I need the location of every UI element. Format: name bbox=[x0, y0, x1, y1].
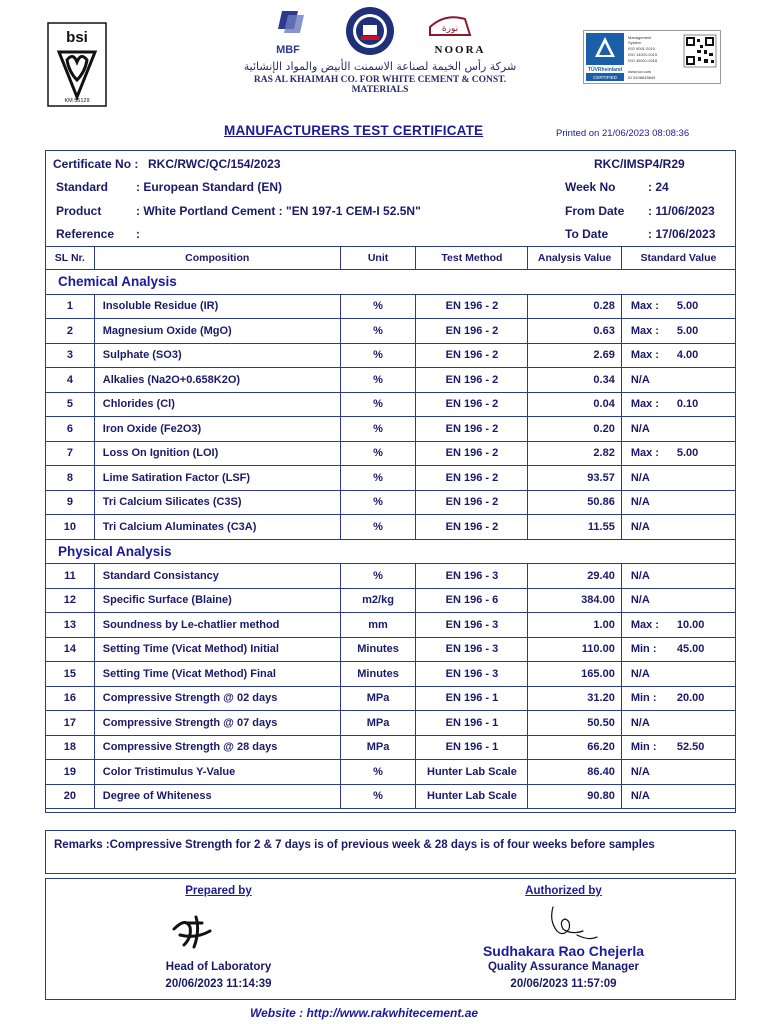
sl-cell: 6 bbox=[46, 417, 95, 442]
standard-limit-label: Max : bbox=[630, 349, 659, 362]
standard-limit-value: 4.00 bbox=[676, 349, 699, 362]
unit-cell: % bbox=[340, 490, 416, 515]
to-date-value: : 17/06/2023 bbox=[648, 227, 716, 241]
tuv-certified: CERTIFIED bbox=[593, 75, 617, 80]
section-row-chemical bbox=[46, 270, 736, 295]
noora-ar: نورة bbox=[441, 24, 459, 34]
unit-cell: % bbox=[340, 294, 416, 319]
page-title: MANUFACTURERS TEST CERTIFICATE bbox=[224, 123, 484, 138]
analysis-value-cell: 66.20 bbox=[528, 735, 621, 760]
tuv-line-2: System bbox=[628, 40, 642, 45]
cert-no-label: Certificate No : bbox=[53, 157, 139, 171]
test-method-cell: EN 196 - 2 bbox=[416, 368, 528, 393]
table-row bbox=[46, 784, 736, 809]
table-header-row bbox=[46, 247, 736, 270]
test-method-cell: EN 196 - 1 bbox=[416, 711, 528, 736]
sl-cell: 19 bbox=[46, 760, 95, 785]
test-method-cell: EN 196 - 2 bbox=[416, 417, 528, 442]
standard-limit-value: 52.50 bbox=[676, 741, 705, 754]
standard-value-cell bbox=[621, 735, 735, 760]
col-standard-value: Standard Value bbox=[621, 247, 735, 270]
standard-limit-label: N/A bbox=[630, 569, 650, 582]
table-row bbox=[46, 686, 736, 711]
sl-cell: 2 bbox=[46, 319, 95, 344]
standard-limit-label: N/A bbox=[630, 422, 650, 435]
test-method-cell: EN 196 - 1 bbox=[416, 735, 528, 760]
composition-cell: Degree of Whiteness bbox=[94, 784, 340, 809]
test-method-cell: Hunter Lab Scale bbox=[416, 760, 528, 785]
standard-value-cell bbox=[621, 711, 735, 736]
mbf-text: MBF bbox=[276, 44, 300, 56]
standard-limit-label: Max : bbox=[630, 447, 659, 460]
standard-limit-value: 20.00 bbox=[676, 692, 705, 705]
standard-value-cell bbox=[621, 392, 735, 417]
table-row bbox=[46, 735, 736, 760]
analysis-table bbox=[45, 246, 736, 809]
table-row bbox=[46, 637, 736, 662]
composition-cell: Tri Calcium Silicates (C3S) bbox=[94, 490, 340, 515]
analysis-value-cell: 165.00 bbox=[528, 662, 621, 687]
composition-cell: Chlorides (Cl) bbox=[94, 392, 340, 417]
table-row bbox=[46, 319, 736, 344]
authorized-by-block bbox=[391, 879, 736, 999]
test-method-cell: EN 196 - 3 bbox=[416, 662, 528, 687]
sl-cell: 4 bbox=[46, 368, 95, 393]
standard-value-cell bbox=[621, 613, 735, 638]
table-row bbox=[46, 368, 736, 393]
prepared-signature bbox=[166, 909, 216, 954]
composition-cell: Specific Surface (Blaine) bbox=[94, 588, 340, 613]
analysis-value-cell: 31.20 bbox=[528, 686, 621, 711]
analysis-value-cell: 0.28 bbox=[528, 294, 621, 319]
test-method-cell: EN 196 - 2 bbox=[416, 441, 528, 466]
test-method-cell: Hunter Lab Scale bbox=[416, 784, 528, 809]
standard-value: : European Standard (EN) bbox=[136, 180, 283, 194]
test-method-cell: EN 196 - 3 bbox=[416, 637, 528, 662]
tuv-line-4: ISO 14001:2015 bbox=[628, 52, 658, 57]
standard-label: Standard bbox=[56, 180, 109, 194]
table-row bbox=[46, 613, 736, 638]
standard-limit-label: N/A bbox=[630, 790, 650, 803]
standard-limit-label: Min : bbox=[630, 692, 657, 705]
signature-box bbox=[45, 878, 736, 1000]
analysis-value-cell: 93.57 bbox=[528, 466, 621, 491]
col-analysis-value: Analysis Value bbox=[528, 247, 621, 270]
composition-cell: Soundness by Le-chatlier method bbox=[94, 613, 340, 638]
unit-cell: MPa bbox=[340, 711, 416, 736]
unit-cell: % bbox=[340, 784, 416, 809]
table-row bbox=[46, 343, 736, 368]
composition-cell: Compressive Strength @ 28 days bbox=[94, 735, 340, 760]
sl-cell: 16 bbox=[46, 686, 95, 711]
sl-cell: 18 bbox=[46, 735, 95, 760]
test-method-cell: EN 196 - 1 bbox=[416, 686, 528, 711]
col-composition: Composition bbox=[94, 247, 340, 270]
table-row bbox=[46, 515, 736, 540]
standard-value-cell bbox=[621, 564, 735, 589]
prepared-datetime: 20/06/2023 11:14:39 bbox=[165, 978, 272, 990]
to-date-label: To Date bbox=[565, 227, 609, 241]
table-row bbox=[46, 588, 736, 613]
authorized-signature bbox=[541, 901, 601, 943]
prepared-title: Head of Laboratory bbox=[165, 961, 272, 973]
unit-cell: m2/kg bbox=[340, 588, 416, 613]
sl-cell: 7 bbox=[46, 441, 95, 466]
tuv-url: www.tuv.com bbox=[628, 69, 652, 74]
ref-code: RKC/IMSP4/R29 bbox=[594, 157, 685, 171]
col-unit: Unit bbox=[340, 247, 416, 270]
cert-no-value: RKC/RWC/QC/154/2023 bbox=[148, 157, 281, 171]
from-date-value: : 11/06/2023 bbox=[648, 204, 715, 218]
section-title-physical: Physical Analysis bbox=[46, 539, 736, 564]
table-row bbox=[46, 490, 736, 515]
sl-cell: 1 bbox=[46, 294, 95, 319]
standard-limit-label: N/A bbox=[630, 373, 650, 386]
composition-cell: Insoluble Residue (IR) bbox=[94, 294, 340, 319]
standard-value-cell bbox=[621, 588, 735, 613]
standard-limit-label: Max : bbox=[630, 300, 659, 313]
section-row-physical bbox=[46, 539, 736, 564]
analysis-value-cell: 29.40 bbox=[528, 564, 621, 589]
standard-limit-value: 10.00 bbox=[676, 618, 705, 631]
analysis-value-cell: 0.34 bbox=[528, 368, 621, 393]
product-value: : White Portland Cement : "EN 197-1 CEM-I 52.5N" bbox=[136, 204, 421, 218]
standard-limit-label: N/A bbox=[630, 765, 650, 778]
sl-cell: 9 bbox=[46, 490, 95, 515]
standard-limit-label: Max : bbox=[630, 324, 659, 337]
unit-cell: % bbox=[340, 515, 416, 540]
sl-cell: 12 bbox=[46, 588, 95, 613]
analysis-value-cell: 50.50 bbox=[528, 711, 621, 736]
standard-limit-label: N/A bbox=[630, 594, 650, 607]
company-name-en: RAS AL KHAIMAH CO. FOR WHITE CEMENT & CONST. MATERIALS bbox=[253, 75, 507, 95]
from-date-label: From Date bbox=[565, 204, 625, 218]
standard-value-cell bbox=[621, 662, 735, 687]
unit-cell: MPa bbox=[340, 686, 416, 711]
unit-cell: MPa bbox=[340, 735, 416, 760]
analysis-value-cell: 2.69 bbox=[528, 343, 621, 368]
unit-cell: % bbox=[340, 441, 416, 466]
sl-cell: 5 bbox=[46, 392, 95, 417]
analysis-value-cell: 0.20 bbox=[528, 417, 621, 442]
table-row bbox=[46, 760, 736, 785]
unit-cell: % bbox=[340, 392, 416, 417]
tuv-line-5: ISO 45001:2018 bbox=[628, 58, 658, 63]
standard-limit-label: N/A bbox=[630, 496, 650, 509]
test-method-cell: EN 196 - 6 bbox=[416, 588, 528, 613]
bsi-cert: KM 55129 bbox=[64, 98, 90, 104]
standard-limit-label: Min : bbox=[630, 741, 657, 754]
col-sl: SL Nr. bbox=[46, 247, 95, 270]
composition-cell: Magnesium Oxide (MgO) bbox=[94, 319, 340, 344]
standard-limit-label: Max : bbox=[630, 398, 659, 411]
tuv-line-3: ISO 9001:2015 bbox=[628, 46, 655, 51]
tuv-id: ID 9108645849 bbox=[628, 75, 656, 80]
reference-label: Reference bbox=[56, 227, 115, 241]
standard-value-cell bbox=[621, 466, 735, 491]
sl-cell: 11 bbox=[46, 564, 95, 589]
standard-value-cell bbox=[621, 441, 735, 466]
tuv-line-1: Management bbox=[628, 35, 652, 40]
tuv-text: TÜVRheinland bbox=[587, 67, 623, 73]
table-body bbox=[46, 270, 736, 809]
analysis-value-cell: 11.55 bbox=[528, 515, 621, 540]
noora-text: NOORA bbox=[434, 44, 486, 56]
composition-cell: Lime Satiration Factor (LSF) bbox=[94, 466, 340, 491]
composition-cell: Loss On Ignition (LOI) bbox=[94, 441, 340, 466]
analysis-value-cell: 90.80 bbox=[528, 784, 621, 809]
prepared-by-label: Prepared by bbox=[185, 885, 252, 897]
unit-cell: % bbox=[340, 343, 416, 368]
analysis-value-cell: 110.00 bbox=[528, 637, 621, 662]
authorized-by-label: Authorized by bbox=[525, 885, 602, 897]
website-link[interactable]: Website : http://www.rakwhitecement.ae bbox=[250, 1006, 479, 1020]
table-row bbox=[46, 466, 736, 491]
standard-limit-value: 45.00 bbox=[676, 643, 705, 656]
test-method-cell: EN 196 - 2 bbox=[416, 490, 528, 515]
unit-cell: % bbox=[340, 564, 416, 589]
standard-value-cell bbox=[621, 637, 735, 662]
company-name-ar: شركة رأس الخيمة لصناعة الاسمنت الأبيض والمواد الإنشائية bbox=[243, 60, 517, 73]
analysis-value-cell: 2.82 bbox=[528, 441, 621, 466]
composition-cell: Compressive Strength @ 02 days bbox=[94, 686, 340, 711]
week-label: Week No bbox=[565, 180, 616, 194]
standard-value-cell bbox=[621, 417, 735, 442]
test-method-cell: EN 196 - 2 bbox=[416, 319, 528, 344]
authorized-title: Quality Assurance Manager bbox=[487, 961, 640, 973]
composition-cell: Color Tristimulus Y-Value bbox=[94, 760, 340, 785]
standard-limit-value: 0.10 bbox=[676, 398, 699, 411]
unit-cell: % bbox=[340, 368, 416, 393]
test-method-cell: EN 196 - 2 bbox=[416, 392, 528, 417]
analysis-value-cell: 50.86 bbox=[528, 490, 621, 515]
standard-limit-label: N/A bbox=[630, 716, 650, 729]
table-row bbox=[46, 441, 736, 466]
table-row bbox=[46, 662, 736, 687]
standard-limit-label: Min : bbox=[630, 643, 657, 656]
standard-limit-label: N/A bbox=[630, 667, 650, 680]
unit-cell: mm bbox=[340, 613, 416, 638]
composition-cell: Sulphate (SO3) bbox=[94, 343, 340, 368]
analysis-value-cell: 1.00 bbox=[528, 613, 621, 638]
sl-cell: 17 bbox=[46, 711, 95, 736]
test-method-cell: EN 196 - 2 bbox=[416, 294, 528, 319]
standard-value-cell bbox=[621, 760, 735, 785]
sl-cell: 20 bbox=[46, 784, 95, 809]
test-method-cell: EN 196 - 3 bbox=[416, 613, 528, 638]
composition-cell: Compressive Strength @ 07 days bbox=[94, 711, 340, 736]
standard-value-cell bbox=[621, 490, 735, 515]
sl-cell: 13 bbox=[46, 613, 95, 638]
standard-limit-label: Max : bbox=[630, 618, 659, 631]
section-title-chemical: Chemical Analysis bbox=[46, 270, 736, 295]
standard-value-cell bbox=[621, 686, 735, 711]
bsi-text: bsi bbox=[66, 29, 88, 46]
test-method-cell: EN 196 - 3 bbox=[416, 564, 528, 589]
unit-cell: % bbox=[340, 466, 416, 491]
sl-cell: 8 bbox=[46, 466, 95, 491]
sl-cell: 15 bbox=[46, 662, 95, 687]
printed-timestamp: Printed on 21/06/2023 08:08:36 bbox=[556, 128, 690, 139]
unit-cell: % bbox=[340, 319, 416, 344]
standard-limit-value: 5.00 bbox=[676, 447, 699, 460]
sl-cell: 14 bbox=[46, 637, 95, 662]
analysis-value-cell: 0.63 bbox=[528, 319, 621, 344]
unit-cell: Minutes bbox=[340, 637, 416, 662]
analysis-value-cell: 384.00 bbox=[528, 588, 621, 613]
standard-value-cell bbox=[621, 343, 735, 368]
unit-cell: % bbox=[340, 417, 416, 442]
composition-cell: Iron Oxide (Fe2O3) bbox=[94, 417, 340, 442]
prepared-by-block bbox=[46, 879, 391, 999]
analysis-value-cell: 86.40 bbox=[528, 760, 621, 785]
certificate-header bbox=[0, 0, 768, 246]
table-row bbox=[46, 392, 736, 417]
table-row bbox=[46, 711, 736, 736]
table-row bbox=[46, 294, 736, 319]
standard-value-cell bbox=[621, 515, 735, 540]
table-row bbox=[46, 417, 736, 442]
standard-value-cell bbox=[621, 319, 735, 344]
standard-limit-label: N/A bbox=[630, 520, 650, 533]
standard-value-cell bbox=[621, 294, 735, 319]
test-method-cell: EN 196 - 2 bbox=[416, 466, 528, 491]
standard-limit-label: N/A bbox=[630, 471, 650, 484]
remarks: Remarks :Compressive Strength for 2 & 7 days is of previous week & 28 days is of four weeks before samples bbox=[45, 830, 736, 874]
reference-value: : bbox=[136, 227, 140, 241]
composition-cell: Tri Calcium Aluminates (C3A) bbox=[94, 515, 340, 540]
table-row bbox=[46, 564, 736, 589]
composition-cell: Setting Time (Vicat Method) Final bbox=[94, 662, 340, 687]
standard-value-cell bbox=[621, 784, 735, 809]
composition-cell: Setting Time (Vicat Method) Initial bbox=[94, 637, 340, 662]
sl-cell: 3 bbox=[46, 343, 95, 368]
composition-cell: Standard Consistancy bbox=[94, 564, 340, 589]
composition-cell: Alkalies (Na2O+0.658K2O) bbox=[94, 368, 340, 393]
authorized-name: Sudhakara Rao Chejerla bbox=[482, 943, 645, 959]
week-value: : 24 bbox=[648, 180, 669, 194]
standard-value-cell bbox=[621, 368, 735, 393]
standard-limit-value: 5.00 bbox=[676, 300, 699, 313]
unit-cell: Minutes bbox=[340, 662, 416, 687]
test-method-cell: EN 196 - 2 bbox=[416, 515, 528, 540]
col-test-method: Test Method bbox=[416, 247, 528, 270]
sl-cell: 10 bbox=[46, 515, 95, 540]
test-method-cell: EN 196 - 2 bbox=[416, 343, 528, 368]
analysis-value-cell: 0.04 bbox=[528, 392, 621, 417]
authorized-datetime: 20/06/2023 11:57:09 bbox=[510, 978, 617, 990]
product-label: Product bbox=[56, 204, 102, 218]
unit-cell: % bbox=[340, 760, 416, 785]
standard-limit-value: 5.00 bbox=[676, 324, 699, 337]
